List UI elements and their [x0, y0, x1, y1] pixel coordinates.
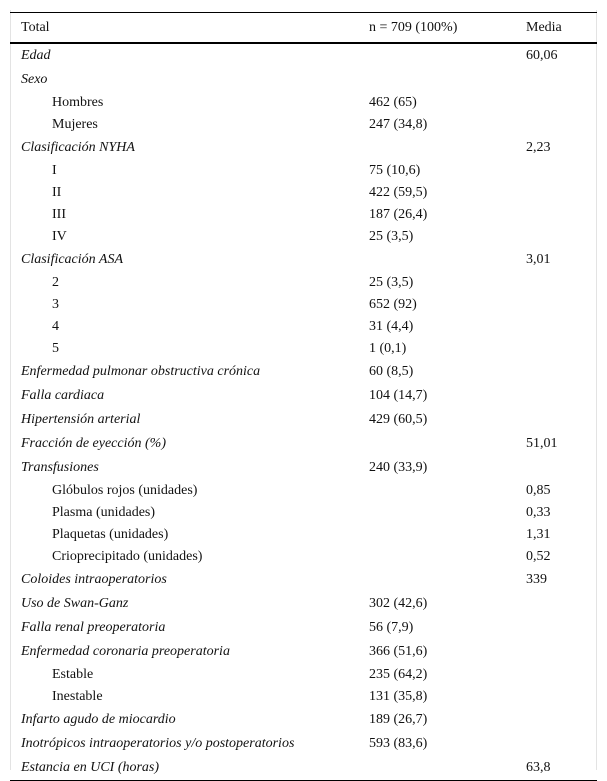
- row-media-value: [526, 160, 597, 182]
- row-label: Coloides intraoperatorios: [21, 572, 167, 587]
- row-media-value: [526, 732, 597, 756]
- row-n-value: 60 (8,5): [369, 364, 414, 379]
- row-n-value: 104 (14,7): [369, 388, 428, 403]
- table-row: [10, 546, 597, 568]
- row-media-value: 63,8: [526, 760, 551, 775]
- row-n-value: [369, 568, 526, 592]
- table-row: [10, 136, 597, 160]
- row-media-value: 0,52: [526, 549, 551, 564]
- row-n-value: 189 (26,7): [369, 712, 428, 727]
- row-media-value: 1,31: [526, 527, 551, 542]
- table-row: [10, 456, 597, 480]
- row-label: 3: [52, 297, 59, 312]
- row-n-value: 235 (64,2): [369, 667, 428, 682]
- row-n-value: 1 (0,1): [369, 341, 407, 356]
- table-body: [10, 43, 597, 781]
- row-media-value: [526, 316, 597, 338]
- row-media-value: 0,33: [526, 505, 551, 520]
- table-row: [10, 272, 597, 294]
- row-label: Inotrópicos intraoperatorios y/o postoperatorios: [21, 736, 295, 751]
- row-media-value: [526, 360, 597, 384]
- row-media-value: [526, 272, 597, 294]
- table-row: [10, 732, 597, 756]
- table-row: [10, 316, 597, 338]
- row-label: Inestable: [52, 689, 103, 704]
- row-media-value: 339: [526, 572, 547, 587]
- table-row: [10, 114, 597, 136]
- table-row: [10, 524, 597, 546]
- table-header-row: [10, 13, 597, 44]
- table-row: [10, 502, 597, 524]
- row-media-value: [526, 294, 597, 316]
- row-label: Clasificación ASA: [21, 252, 124, 267]
- row-media-value: [526, 408, 597, 432]
- row-n-value: 429 (60,5): [369, 412, 428, 427]
- row-label: Uso de Swan-Ganz: [21, 596, 129, 611]
- row-n-value: 75 (10,6): [369, 163, 421, 178]
- row-label: Plaquetas (unidades): [52, 527, 169, 542]
- row-n-value: [369, 524, 526, 546]
- header-n: n = 709 (100%): [369, 19, 458, 35]
- row-label: Enfermedad pulmonar obstructiva crónica: [21, 364, 261, 379]
- row-media-value: [526, 204, 597, 226]
- table-row: [10, 43, 597, 68]
- table-row: [10, 294, 597, 316]
- row-label: Fracción de eyección (%): [21, 436, 166, 451]
- row-label: Crioprecipitado (unidades): [52, 549, 203, 564]
- table-row: [10, 338, 597, 360]
- row-media-value: [526, 92, 597, 114]
- row-n-value: [369, 248, 526, 272]
- row-n-value: 31 (4,4): [369, 319, 414, 334]
- table-row: [10, 592, 597, 616]
- table-row: [10, 664, 597, 686]
- table-row: [10, 480, 597, 502]
- data-table: [10, 12, 597, 781]
- header-total: Total: [21, 19, 50, 35]
- table-row: [10, 360, 597, 384]
- table-row: [10, 248, 597, 272]
- row-media-value: [526, 114, 597, 136]
- row-media-value: [526, 338, 597, 360]
- row-media-value: [526, 708, 597, 732]
- table-row: [10, 432, 597, 456]
- row-media-value: 2,23: [526, 140, 551, 155]
- row-label: Mujeres: [52, 117, 98, 132]
- table-row: [10, 708, 597, 732]
- row-label: Estable: [52, 667, 94, 682]
- table-row: [10, 204, 597, 226]
- row-label: II: [52, 185, 62, 200]
- row-label: Sexo: [21, 72, 48, 87]
- row-media-value: 0,85: [526, 483, 551, 498]
- row-n-value: [369, 43, 526, 68]
- row-n-value: 652 (92): [369, 297, 417, 312]
- row-label: Glóbulos rojos (unidades): [52, 483, 198, 498]
- table-row: [10, 384, 597, 408]
- row-label: Transfusiones: [21, 460, 99, 475]
- row-n-value: 131 (35,8): [369, 689, 428, 704]
- row-label: 5: [52, 341, 59, 356]
- row-label: 2: [52, 275, 59, 290]
- row-label: Edad: [21, 48, 51, 63]
- row-n-value: 462 (65): [369, 95, 417, 110]
- row-label: Falla cardiaca: [21, 388, 105, 403]
- row-label: Infarto agudo de miocardio: [21, 712, 176, 727]
- table-row: [10, 568, 597, 592]
- row-media-value: [526, 68, 597, 92]
- row-label: 4: [52, 319, 59, 334]
- table-row: [10, 92, 597, 114]
- row-media-value: [526, 616, 597, 640]
- row-n-value: 25 (3,5): [369, 229, 414, 244]
- table-row: [10, 68, 597, 92]
- row-label: Estancia en UCI (horas): [21, 760, 160, 775]
- row-n-value: 240 (33,9): [369, 460, 428, 475]
- table-row: [10, 182, 597, 204]
- row-media-value: [526, 686, 597, 708]
- row-n-value: 366 (51,6): [369, 644, 428, 659]
- row-n-value: 593 (83,6): [369, 736, 428, 751]
- row-label: Hipertensión arterial: [21, 412, 141, 427]
- row-label: Plasma (unidades): [52, 505, 156, 520]
- row-media-value: 60,06: [526, 48, 558, 63]
- row-media-value: 51,01: [526, 436, 558, 451]
- row-n-value: 187 (26,4): [369, 207, 428, 222]
- row-label: III: [52, 207, 66, 222]
- row-n-value: [369, 502, 526, 524]
- row-media-value: 3,01: [526, 252, 551, 267]
- row-n-value: [369, 136, 526, 160]
- table-row: [10, 226, 597, 248]
- table-row: [10, 640, 597, 664]
- row-n-value: 247 (34,8): [369, 117, 428, 132]
- table-row: [10, 408, 597, 432]
- row-media-value: [526, 182, 597, 204]
- row-n-value: 302 (42,6): [369, 596, 428, 611]
- table-row: [10, 616, 597, 640]
- row-n-value: 56 (7,9): [369, 620, 414, 635]
- row-media-value: [526, 226, 597, 248]
- row-label: IV: [52, 229, 67, 244]
- row-n-value: [369, 546, 526, 568]
- row-media-value: [526, 592, 597, 616]
- table-row: [10, 686, 597, 708]
- header-media: Media: [526, 19, 562, 35]
- row-media-value: [526, 384, 597, 408]
- table-row: [10, 160, 597, 182]
- row-media-value: [526, 640, 597, 664]
- table-row: [10, 756, 597, 781]
- row-n-value: [369, 756, 526, 781]
- row-label: I: [52, 163, 57, 178]
- row-n-value: [369, 68, 526, 92]
- row-n-value: [369, 480, 526, 502]
- row-n-value: [369, 432, 526, 456]
- row-n-value: 422 (59,5): [369, 185, 428, 200]
- row-label: Falla renal preoperatoria: [21, 620, 166, 635]
- row-n-value: 25 (3,5): [369, 275, 414, 290]
- row-label: Clasificación NYHA: [21, 140, 135, 155]
- row-label: Hombres: [52, 95, 104, 110]
- row-media-value: [526, 664, 597, 686]
- row-label: Enfermedad coronaria preoperatoria: [21, 644, 230, 659]
- row-media-value: [526, 456, 597, 480]
